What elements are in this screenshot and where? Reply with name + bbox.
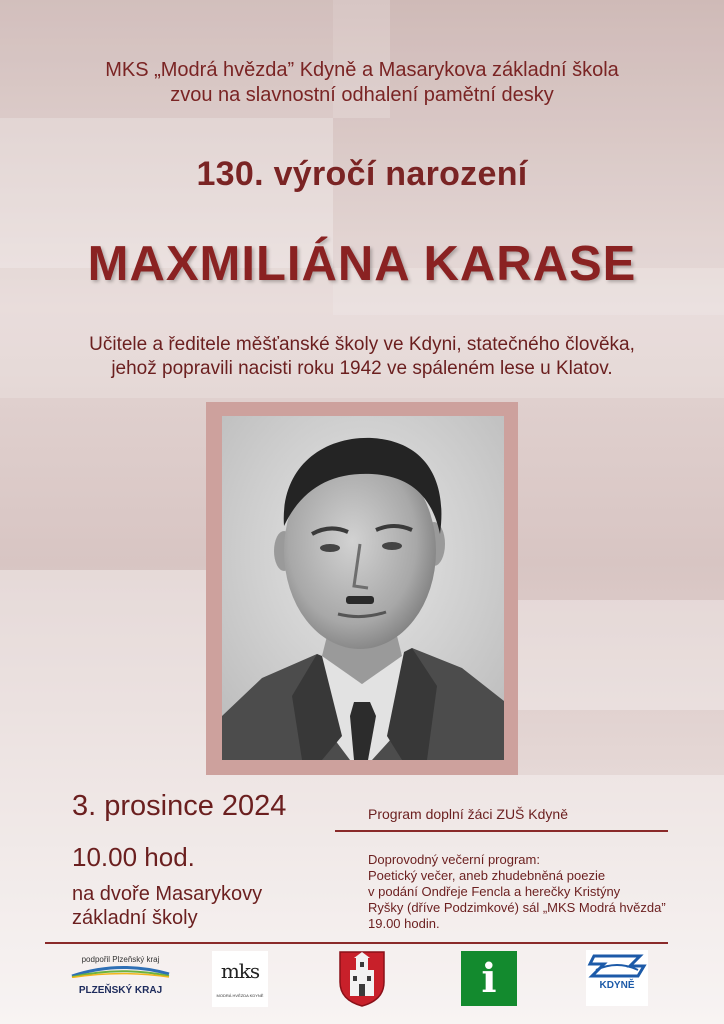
- divider: [335, 830, 668, 832]
- kdyne-coat-of-arms-icon: [338, 950, 386, 1008]
- kraj-swoosh-icon: [68, 964, 173, 978]
- background-panel: [515, 600, 724, 710]
- divider: [45, 942, 668, 944]
- kraj-name: PLZEŇSKÝ KRAJ: [78, 985, 163, 996]
- description-line-1: Učitele a ředitele měšťanské školy ve Kdyni, statečného člověka,: [89, 334, 635, 355]
- event-time: 10.00 hod.: [72, 842, 195, 872]
- evening-program: [368, 852, 666, 932]
- zs-masarykova-logo-icon: [586, 950, 648, 980]
- info-icon: [461, 951, 517, 1006]
- portrait-photo: [222, 416, 504, 760]
- evening-line: Doprovodný večerní program:: [368, 852, 540, 867]
- background-panel: [0, 570, 220, 775]
- zs-masaryk-logo: [586, 950, 648, 1006]
- event-place: [72, 882, 262, 930]
- plzensky-kraj-logo: [68, 955, 173, 999]
- evening-line: v podání Ondřeje Fencla a herečky Kristýny: [368, 884, 621, 899]
- invite-line-1: MKS „Modrá hvězda” Kdyně a Masarykova základní škola: [105, 59, 619, 81]
- event-date: 3. prosince 2024: [72, 790, 287, 822]
- mks-logo: [212, 951, 268, 1007]
- description: [0, 333, 724, 381]
- honoree-name: MAXMILIÁNA KARASE: [87, 237, 637, 291]
- coat-of-arms-icon: [338, 950, 386, 1008]
- info-glyph: i: [481, 955, 497, 1002]
- mks-logo-subtitle: MODRÁ HVĚZDA KDYNĚ: [216, 993, 264, 998]
- invite-line-2: zvou na slavnostní odhalení pamětní desky: [170, 84, 554, 106]
- program-note: Program doplní žáci ZUŠ Kdyně: [368, 806, 568, 822]
- anniversary-heading: 130. výročí narození: [196, 155, 528, 193]
- kraj-support-text: podpořil Plzeňský kraj: [81, 955, 160, 964]
- place-line-2: základní školy: [72, 907, 198, 929]
- zs-logo-text: KDYNĚ: [599, 980, 635, 991]
- portrait-illustration: [222, 416, 504, 760]
- mks-logo-text: mks: [220, 959, 260, 983]
- place-line-1: na dvoře Masarykovy: [72, 883, 263, 905]
- evening-line: Poetický večer, aneb zhudebněná poezie: [368, 868, 606, 883]
- invitation-text: [0, 58, 724, 108]
- evening-line: Ryšky (dříve Podzimkové) sál „MKS Modrá hvězda”: [368, 900, 666, 915]
- evening-line: 19.00 hodin.: [368, 916, 440, 931]
- description-line-2: jehož popravili nacisti roku 1942 ve spáleném lese u Klatov.: [111, 358, 613, 379]
